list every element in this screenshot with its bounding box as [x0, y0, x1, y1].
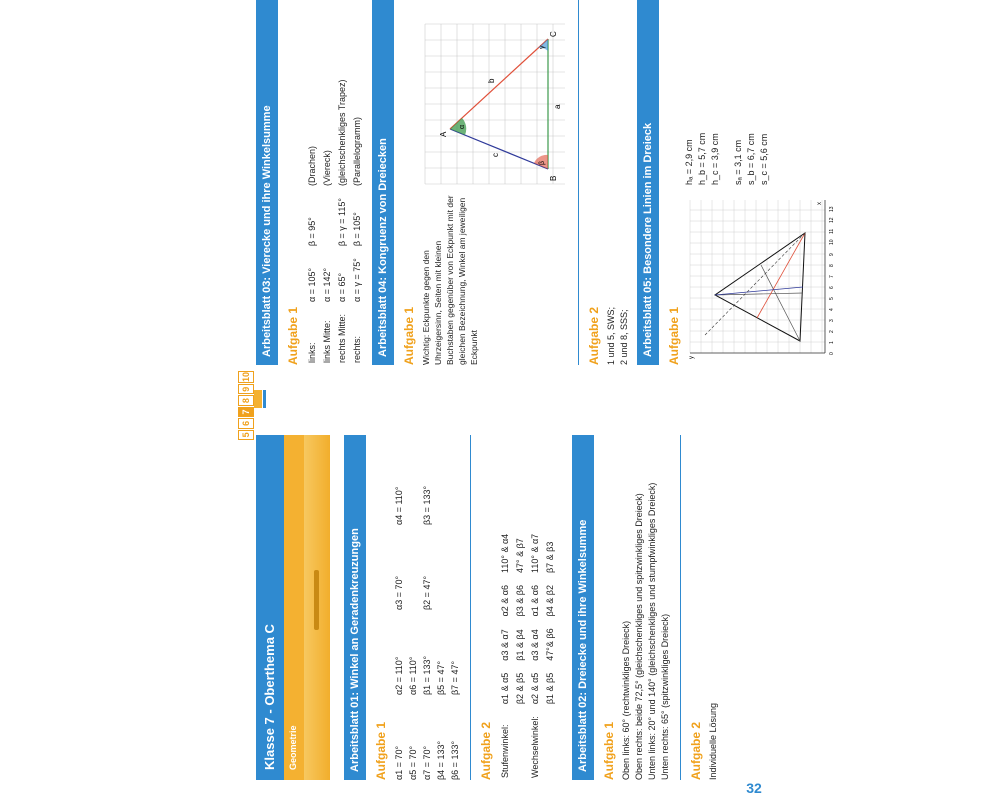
x-tick-label: 12 [829, 217, 835, 223]
ab01-row2 [420, 435, 448, 780]
label-B: B [549, 175, 558, 181]
row-label: Stufenwinkel: [500, 724, 510, 778]
ab02-task2-text: Individuelle Lösung [708, 702, 718, 780]
row-label: Wechselwinkel: [530, 716, 540, 778]
x-tick-label: 5 [829, 297, 835, 300]
divider [470, 435, 471, 780]
quad-cell: (gleichschenkliges Trapez) [337, 79, 347, 187]
x-tick-label: 6 [829, 286, 835, 289]
label-a: a [553, 104, 562, 109]
angle-value: α1 = 70° [394, 745, 404, 780]
angle-pair: β2 & β5 [515, 672, 525, 705]
chapter-subtitle: Geometrie [284, 435, 304, 780]
quad-cell: β = 95° [307, 217, 317, 247]
angle-value: α3 = 70° [394, 575, 404, 610]
grade-tab-5[interactable]: 5 [238, 430, 254, 440]
separator-stripe [254, 390, 262, 408]
angle-pair: 47° & β7 [515, 538, 525, 573]
label-c: c [491, 153, 500, 157]
angle-pair: α1 & α5 [500, 672, 510, 705]
quad-cell: links: [307, 342, 317, 363]
row-label [544, 706, 557, 778]
angle-value: α7 = 70° [422, 745, 432, 780]
height-result: hₐ = 2,9 cm [684, 139, 694, 185]
angle-pair: α3 & α4 [530, 629, 540, 661]
grade-tab-8[interactable]: 8 [238, 395, 254, 405]
angle-pair: 110° & α7 [530, 533, 540, 573]
angle-value: α5 = 70° [408, 745, 418, 780]
answer-line: Unten rechts: 65° (spitzwinkliges Dreieck) [660, 613, 670, 780]
quad-cell: (Drachen) [307, 146, 317, 187]
quad-cell: (Parallelogramm) [352, 116, 362, 187]
height-result: h_b = 5,7 cm [697, 132, 707, 185]
quad-cell [321, 188, 334, 246]
x-tick-label: 9 [829, 253, 835, 256]
ab03-task1: Aufgabe 1 [286, 306, 300, 365]
quad-cell: β = γ = 115° [337, 198, 347, 247]
x-tick-label: 10 [829, 239, 835, 245]
angle-value: β7 = 47° [450, 660, 460, 695]
ab04-task2-lines [605, 0, 631, 365]
angle-pair: 110° & α4 [500, 533, 510, 573]
ab01-angle-table [497, 522, 559, 780]
angle-pair: α1 & α6 [530, 585, 540, 617]
ab01-row3 [448, 435, 462, 780]
angle-value: α2 = 110° [394, 656, 404, 695]
quad-cell: α = 105° [307, 267, 317, 302]
ab04-section [372, 0, 631, 365]
x-axis-label: x [817, 202, 823, 205]
side-b-line [450, 39, 548, 129]
height-result: h_c = 3,9 cm [710, 133, 720, 185]
angle-pair: β1 & β5 [545, 672, 555, 705]
angle-row [499, 524, 512, 778]
x-tick-label: 11 [829, 228, 835, 234]
page-number: 32 [746, 780, 762, 797]
ab01-section [338, 435, 559, 780]
quad-cell: α = γ = 75° [352, 258, 362, 302]
quad-cell: links Mitte: [322, 320, 332, 363]
x-tick-label: 7 [829, 275, 835, 278]
angle-row [529, 524, 542, 778]
angle-pair: β4 & β2 [545, 585, 555, 617]
rotated-page [226, 0, 835, 800]
angle-value: α4 = 110° [394, 486, 404, 525]
grade-tab-10[interactable]: 10 [238, 371, 254, 383]
angle-pair: α2 & α5 [530, 672, 540, 705]
angle-value: β5 = 47° [436, 660, 446, 695]
angle-value: β2 = 47° [422, 575, 432, 610]
triangle-congruence-figure [420, 19, 570, 189]
answer-line: Unten links: 20° und 140° (gleichschenkliges und stumpfwinkliges Dreieck) [647, 482, 657, 780]
ab02-task1: Aufgabe 1 [602, 721, 616, 780]
ab02-task2: Aufgabe 2 [689, 721, 703, 780]
x-tick-label: 4 [829, 308, 835, 311]
label-A: A [439, 131, 448, 137]
answer-line: 1 und 5, SWS; [606, 306, 616, 365]
ab01-title: Arbeitsblatt 01: Winkel an Geradenkreuzungen [344, 435, 366, 780]
ab01-task2: Aufgabe 2 [479, 721, 493, 780]
quad-cell: (Viereck) [322, 150, 332, 187]
x-tick-label: 0 [829, 352, 835, 355]
angle-pair: α3 & α7 [500, 629, 510, 661]
angle-value: β6 = 133° [450, 740, 460, 780]
quad-cell: rechts Mitte: [337, 313, 347, 363]
ab02-title: Arbeitsblatt 02: Dreiecke und ihre Winkelsumme [572, 435, 594, 780]
label-beta: β [539, 160, 546, 165]
median-result: sₐ = 3,1 cm [733, 139, 743, 185]
quad-row [336, 69, 349, 363]
median-sc [757, 233, 805, 318]
angle-value: β1 = 133° [422, 655, 432, 695]
angle-row [514, 524, 527, 778]
quad-row [306, 69, 319, 363]
ab02-lines [620, 435, 672, 780]
median-result: s_c = 5,6 cm [759, 133, 769, 185]
ab03-section [256, 0, 366, 365]
ab01-row1 [392, 435, 420, 780]
angle-value: β4 = 133° [436, 740, 446, 780]
label-C: C [549, 31, 558, 37]
angle-pair: β3 & β6 [515, 585, 525, 617]
quad-cell: α = 65° [337, 272, 347, 302]
ab04-title: Arbeitsblatt 04: Kongruenz von Dreiecken [372, 0, 394, 365]
ab02-section [566, 435, 720, 780]
triangle-lines-figure [685, 195, 835, 365]
angle-pair: β1 & β4 [515, 629, 525, 661]
answer-line: Oben rechts: beide 72,5° (gleichschenkliges und spitzwinkliges Dreieck) [634, 493, 644, 780]
angle-row [544, 524, 557, 778]
ab03-table [304, 67, 366, 365]
ab04-text: Wichtig: Eckpunkte gegen den Uhrzeigersinn, Seiten mit kleinen Buchstaben gegenüber von Eckpunkt mit der gleichen Bezeichnung, Winkel am jeweiligen Eckpunkt [421, 195, 479, 365]
grade-tabs [238, 370, 254, 440]
divider [680, 435, 681, 780]
ab03-title: Arbeitsblatt 03: Vierecke und ihre Winkelsumme [256, 0, 278, 365]
quad-row [351, 69, 364, 363]
ab04-task2: Aufgabe 2 [587, 306, 601, 365]
x-tick-label: 8 [829, 264, 835, 267]
chapter-title: Klasse 7 - Oberthema C [256, 435, 284, 780]
angle-pair: 47°& β6 [545, 628, 555, 661]
answer-line: Oben links: 60° (rechtwinkliges Dreieck) [621, 620, 631, 780]
quad-row [321, 69, 334, 363]
ab05-task1: Aufgabe 1 [667, 306, 681, 365]
ab04-task1: Aufgabe 1 [402, 306, 416, 365]
book-page [226, 0, 835, 800]
divider [578, 0, 579, 365]
ab01-task1: Aufgabe 1 [374, 721, 388, 780]
grade-tab-9[interactable]: 9 [238, 384, 254, 394]
quad-cell: rechts: [352, 335, 362, 363]
angle-value: β3 = 133° [422, 485, 432, 525]
x-tick-label: 13 [829, 206, 835, 212]
height-ha [705, 233, 805, 335]
angle-value: α6 = 110° [408, 656, 418, 695]
label-gamma: γ [539, 45, 546, 49]
ab05-title: Arbeitsblatt 05: Besondere Linien im Dreieck [637, 0, 659, 365]
label-alpha: α [459, 124, 466, 129]
row-label [514, 706, 527, 778]
separator-stripe [263, 390, 266, 408]
answer-line: 2 und 8, SSS; [619, 309, 629, 365]
quad-cell: β = 105° [352, 212, 362, 247]
chapter-decoration [304, 435, 330, 780]
label-b: b [487, 78, 496, 83]
x-tick-label: 2 [829, 330, 835, 333]
angle-pair: β7 & β3 [545, 541, 555, 573]
x-tick-label: 3 [829, 319, 835, 322]
grade-tab-7[interactable]: 7 [238, 407, 254, 417]
grade-tab-6[interactable]: 6 [238, 418, 254, 428]
ab05-results [659, 133, 840, 185]
x-tick-label: 1 [829, 341, 835, 344]
left-column [256, 440, 776, 780]
decor-bar [314, 570, 319, 630]
quad-cell: α = 142° [322, 267, 332, 302]
side-c-line [450, 129, 548, 169]
ab05-section [637, 0, 840, 365]
y-axis-label: y [689, 356, 695, 359]
angle-pair: α2 & α6 [500, 585, 510, 617]
right-column [256, 0, 835, 365]
median-result: s_b = 6,7 cm [746, 133, 756, 185]
column-separator [254, 390, 774, 408]
